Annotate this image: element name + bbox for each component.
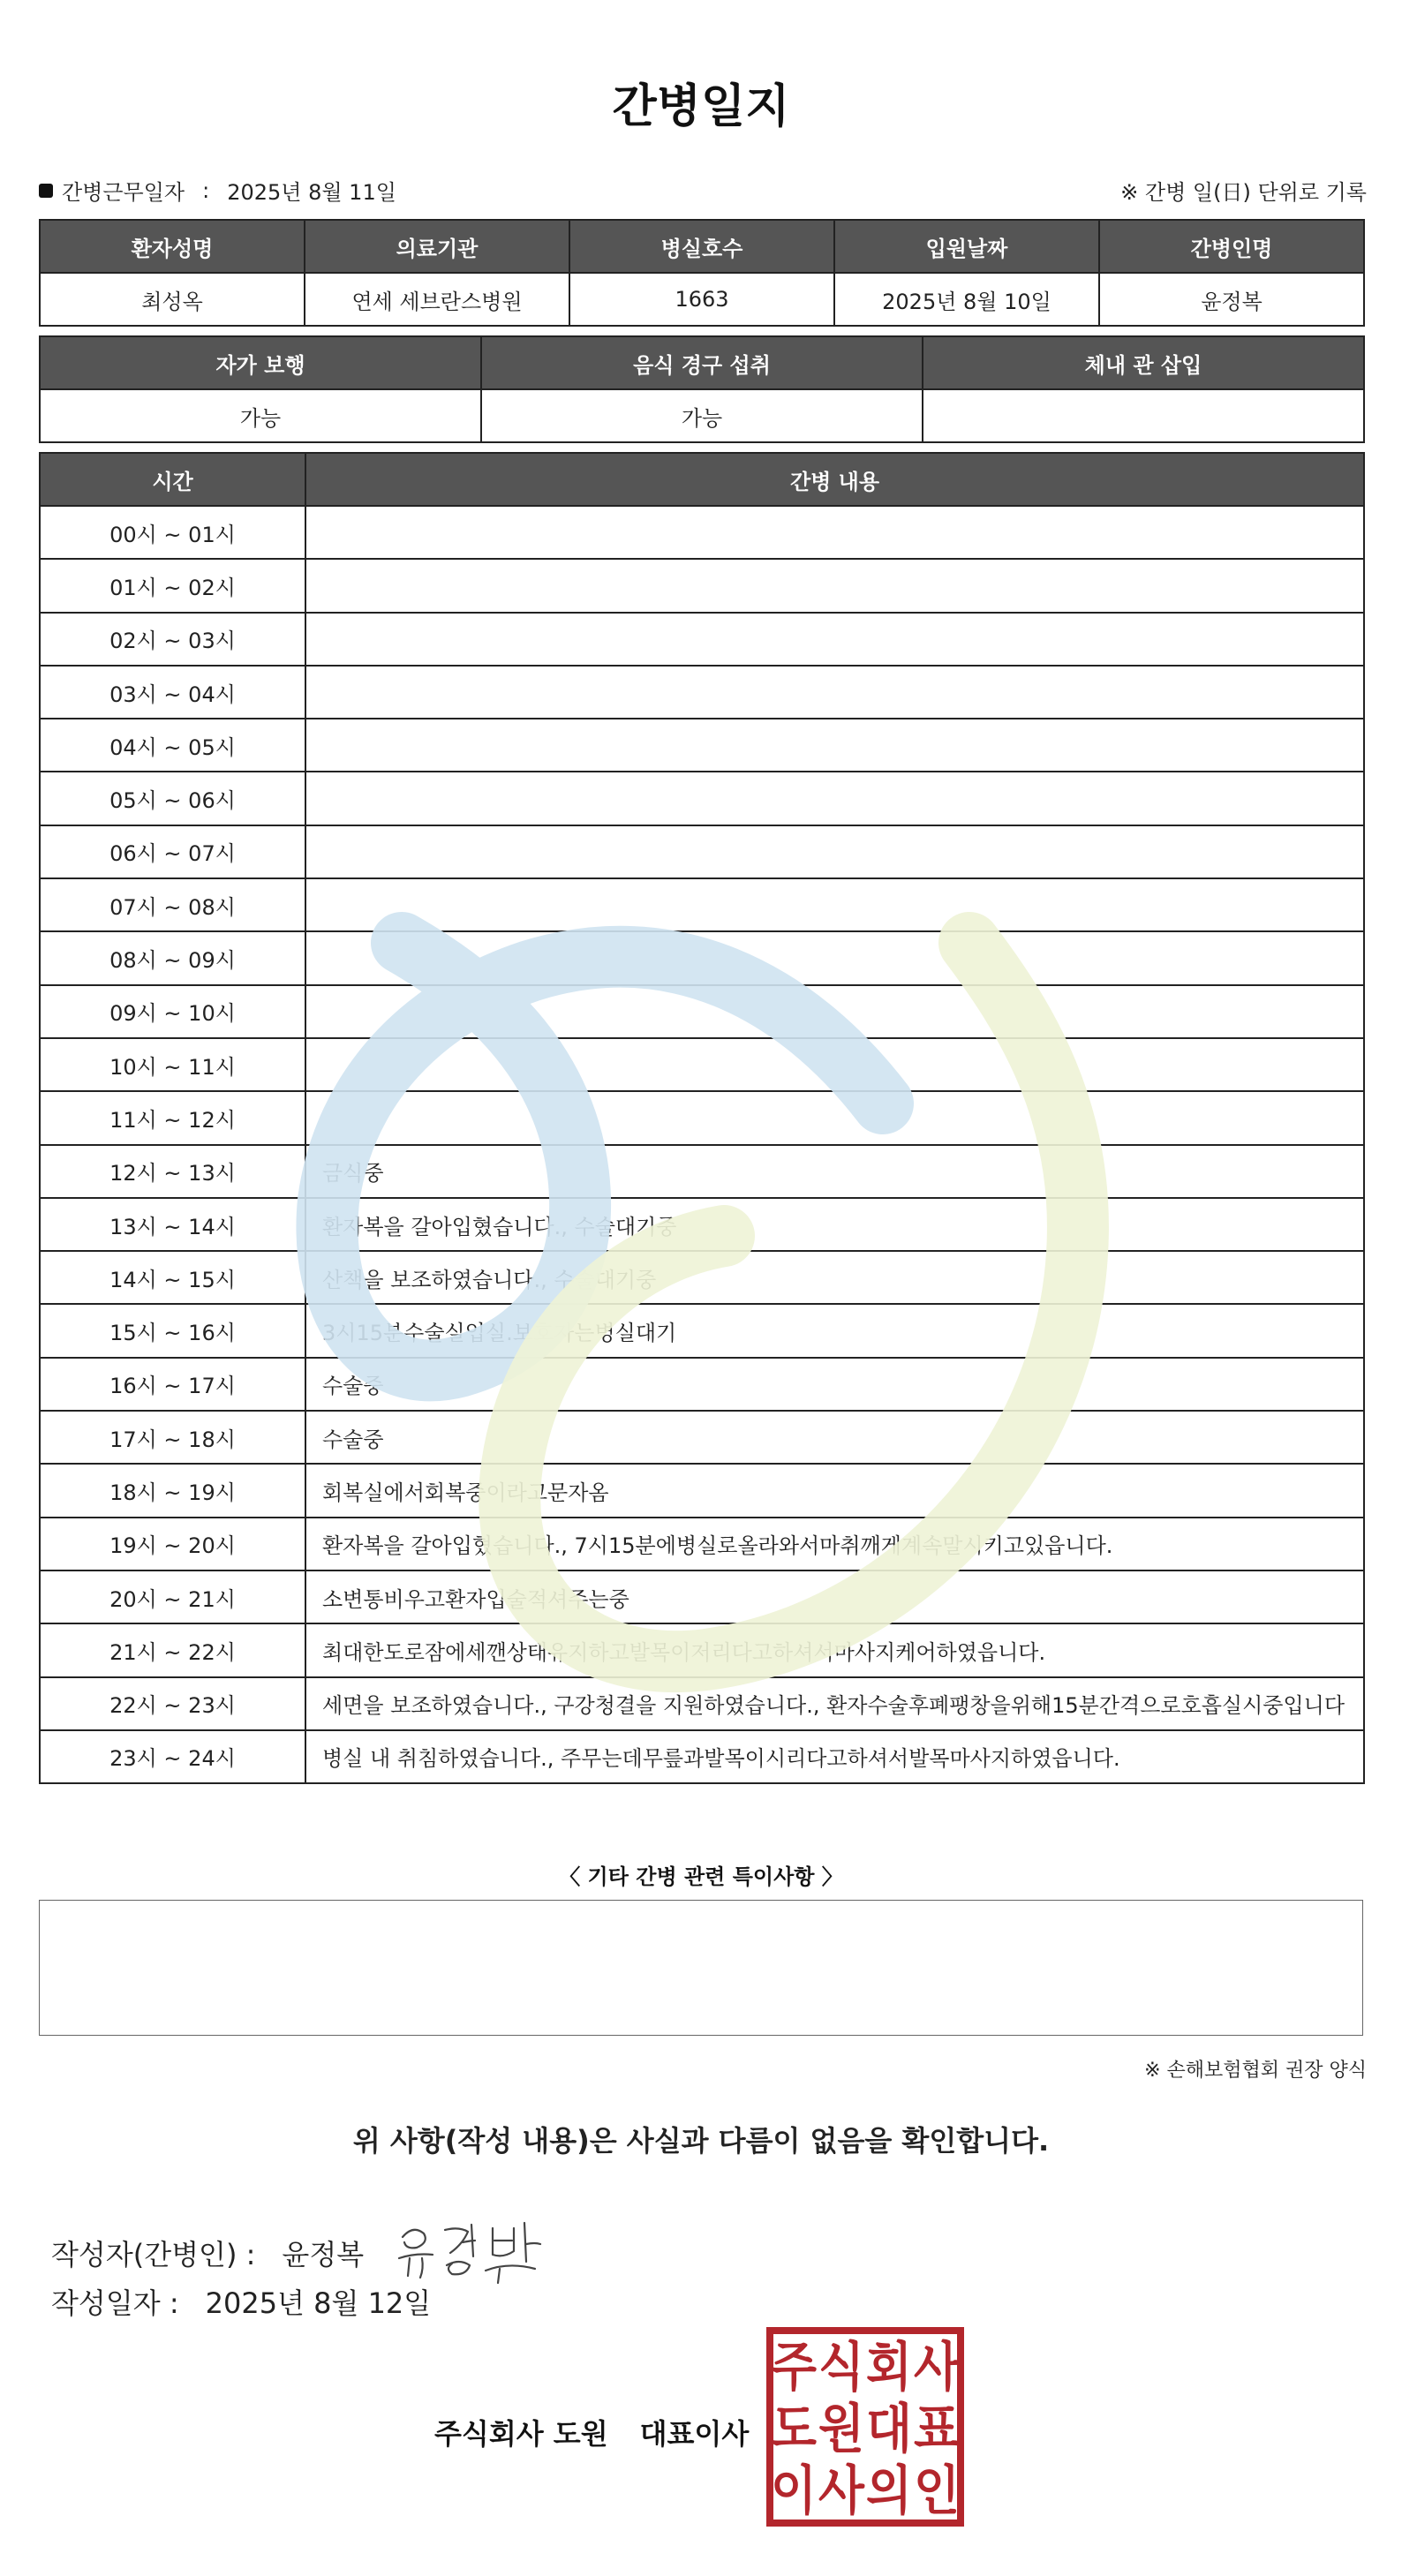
time-slot: 10시 ~ 11시 bbox=[40, 1038, 305, 1091]
patient-info-table bbox=[39, 219, 1365, 327]
time-slot: 07시 ~ 08시 bbox=[40, 878, 305, 931]
care-content bbox=[305, 719, 1364, 772]
care-content bbox=[305, 1038, 1364, 1091]
care-content bbox=[305, 772, 1364, 825]
care-log-table bbox=[39, 452, 1365, 1784]
seal-character: 회 bbox=[866, 2337, 912, 2399]
confirmation-statement: 위 사항(작성 내용)은 사실과 다름이 없음을 확인합니다. bbox=[352, 2124, 1050, 2158]
care-content: 환자복을 갈아입혔습니다., 수술대기중 bbox=[305, 1198, 1364, 1251]
table-row bbox=[40, 559, 1364, 612]
table-header-row bbox=[40, 336, 1364, 389]
table-row bbox=[40, 1464, 1364, 1517]
seal-character: 의 bbox=[866, 2460, 912, 2522]
writer-label: 작성자(간병인) : bbox=[51, 2238, 256, 2271]
time-slot: 00시 ~ 01시 bbox=[40, 506, 305, 559]
admission-date: 2025년 8월 10일 bbox=[834, 273, 1099, 326]
time-slot: 06시 ~ 07시 bbox=[40, 825, 305, 878]
time-slot: 09시 ~ 10시 bbox=[40, 985, 305, 1038]
time-slot: 15시 ~ 16시 bbox=[40, 1304, 305, 1357]
table-header-row bbox=[40, 453, 1364, 506]
care-content bbox=[305, 666, 1364, 719]
seal-character: 인 bbox=[914, 2460, 960, 2522]
written-date-line bbox=[51, 2281, 431, 2322]
care-content: 세면을 보조하였습니다., 구강청결을 지원하였습니다., 환자수술후폐팽창을위해15분간격으로호흡실시중입니다 bbox=[305, 1677, 1364, 1730]
time-slot: 18시 ~ 19시 bbox=[40, 1464, 305, 1517]
care-content: 환자복을 갈아입혔습니다., 7시15분에병실로올라와서마취깨게계속말시키고있읍니다. bbox=[305, 1518, 1364, 1570]
table-header-row bbox=[40, 220, 1364, 273]
oral-intake-status: 가능 bbox=[481, 389, 923, 442]
time-slot: 14시 ~ 15시 bbox=[40, 1251, 305, 1304]
seal-character: 원 bbox=[818, 2399, 864, 2460]
time-slot: 16시 ~ 17시 bbox=[40, 1358, 305, 1411]
handwritten-signature bbox=[394, 2218, 553, 2288]
table-row bbox=[40, 985, 1364, 1038]
care-content bbox=[305, 878, 1364, 931]
work-date-line bbox=[39, 175, 396, 206]
company-line bbox=[434, 2412, 749, 2452]
table-row bbox=[40, 772, 1364, 825]
time-slot: 22시 ~ 23시 bbox=[40, 1677, 305, 1730]
table-row bbox=[40, 273, 1364, 326]
care-content: 수술중 bbox=[305, 1358, 1364, 1411]
care-content: 3시15분수술실입실.보호자는병실대기 bbox=[305, 1304, 1364, 1357]
work-date-value: 2025년 8월 11일 bbox=[227, 180, 396, 205]
patient-status-table bbox=[39, 335, 1365, 443]
table-row bbox=[40, 1411, 1364, 1464]
care-content bbox=[305, 931, 1364, 984]
seal-character: 표 bbox=[914, 2399, 961, 2460]
work-date-label: 간병근무일자 bbox=[62, 180, 185, 205]
time-slot: 17시 ~ 18시 bbox=[40, 1411, 305, 1464]
time-slot: 20시 ~ 21시 bbox=[40, 1570, 305, 1623]
writer-line bbox=[51, 2218, 553, 2288]
care-content bbox=[305, 985, 1364, 1038]
header-cell: 음식 경구 섭취 bbox=[481, 336, 923, 389]
table-row bbox=[40, 1145, 1364, 1198]
table-row bbox=[40, 1091, 1364, 1144]
special-notes-box bbox=[39, 1900, 1363, 2036]
header-cell-content: 간병 내용 bbox=[305, 453, 1364, 506]
care-content bbox=[305, 1091, 1364, 1144]
care-content: 산책을 보조하였습니다., 수술대기중 bbox=[305, 1251, 1364, 1304]
table-row bbox=[40, 878, 1364, 931]
patient-name: 최성옥 bbox=[40, 273, 305, 326]
company-seal-stamp bbox=[766, 2327, 964, 2527]
time-slot: 21시 ~ 22시 bbox=[40, 1623, 305, 1676]
table-row bbox=[40, 1304, 1364, 1357]
header-cell: 의료기관 bbox=[305, 220, 569, 273]
care-content: 수술중 bbox=[305, 1411, 1364, 1464]
seal-character: 식 bbox=[818, 2337, 864, 2399]
table-row bbox=[40, 1518, 1364, 1570]
seal-character: 사 bbox=[818, 2460, 865, 2522]
written-date-value: 2025년 8월 12일 bbox=[205, 2286, 432, 2320]
seal-character: 도 bbox=[771, 2399, 818, 2460]
work-date-colon: : bbox=[202, 177, 210, 203]
bullet-square-icon bbox=[39, 184, 53, 198]
time-slot: 02시 ~ 03시 bbox=[40, 613, 305, 666]
time-slot: 13시 ~ 14시 bbox=[40, 1198, 305, 1251]
writer-name: 윤정복 bbox=[282, 2238, 365, 2271]
care-content bbox=[305, 506, 1364, 559]
header-cell: 체내 관 삽입 bbox=[923, 336, 1364, 389]
table-row bbox=[40, 506, 1364, 559]
seal-character: 대 bbox=[866, 2399, 912, 2460]
table-row bbox=[40, 1038, 1364, 1091]
table-row bbox=[40, 719, 1364, 772]
header-cell: 자가 보행 bbox=[40, 336, 481, 389]
document-title: 간병일지 bbox=[612, 80, 790, 133]
time-slot: 05시 ~ 06시 bbox=[40, 772, 305, 825]
seal-character: 사 bbox=[914, 2337, 961, 2399]
seal-character: 주 bbox=[771, 2337, 818, 2399]
recommended-form-note: ※ 손해보험협회 권장 양식 bbox=[1144, 2060, 1367, 2082]
care-content bbox=[305, 825, 1364, 878]
time-slot: 19시 ~ 20시 bbox=[40, 1518, 305, 1570]
table-row bbox=[40, 825, 1364, 878]
care-content bbox=[305, 559, 1364, 612]
time-slot: 11시 ~ 12시 bbox=[40, 1091, 305, 1144]
table-row bbox=[40, 1198, 1364, 1251]
tube-insertion-status bbox=[923, 389, 1364, 442]
table-row bbox=[40, 1677, 1364, 1730]
hospital-name: 연세 세브란스병원 bbox=[305, 273, 569, 326]
time-slot: 01시 ~ 02시 bbox=[40, 559, 305, 612]
time-slot: 23시 ~ 24시 bbox=[40, 1730, 305, 1783]
table-row bbox=[40, 1623, 1364, 1676]
header-cell: 환자성명 bbox=[40, 220, 305, 273]
table-row bbox=[40, 1570, 1364, 1623]
care-content: 최대한도로잠에세깬상태유지하고발목이저리다고하셔서마사지케어하였읍니다. bbox=[305, 1623, 1364, 1676]
table-row bbox=[40, 666, 1364, 719]
table-row bbox=[40, 931, 1364, 984]
time-slot: 04시 ~ 05시 bbox=[40, 719, 305, 772]
header-cell-time: 시간 bbox=[40, 453, 305, 506]
room-number: 1663 bbox=[569, 273, 834, 326]
header-cell: 입원날짜 bbox=[834, 220, 1099, 273]
company-name: 주식회사 도원 bbox=[434, 2417, 608, 2451]
table-row bbox=[40, 389, 1364, 442]
header-cell: 병실호수 bbox=[569, 220, 834, 273]
care-content: 금식중 bbox=[305, 1145, 1364, 1198]
self-walking-status: 가능 bbox=[40, 389, 481, 442]
care-content bbox=[305, 613, 1364, 666]
care-content: 소변통비우고환자입술적셔주는중 bbox=[305, 1570, 1364, 1623]
caregiver-name: 윤정복 bbox=[1099, 273, 1364, 326]
header-cell: 간병인명 bbox=[1099, 220, 1364, 273]
written-date-label: 작성일자 : bbox=[51, 2286, 179, 2320]
time-slot: 08시 ~ 09시 bbox=[40, 931, 305, 984]
table-row bbox=[40, 1251, 1364, 1304]
daily-record-note: ※ 간병 일(日) 단위로 기록 bbox=[1120, 180, 1367, 205]
representative-title: 대표이사 bbox=[639, 2417, 750, 2451]
care-content: 회복실에서회복중이라고문자옴 bbox=[305, 1464, 1364, 1517]
table-row bbox=[40, 1358, 1364, 1411]
time-slot: 12시 ~ 13시 bbox=[40, 1145, 305, 1198]
time-slot: 03시 ~ 04시 bbox=[40, 666, 305, 719]
table-row bbox=[40, 1730, 1364, 1783]
seal-character: 이 bbox=[771, 2460, 817, 2522]
table-row bbox=[40, 613, 1364, 666]
care-content: 병실 내 취침하였습니다., 주무는데무릎과발목이시리다고하셔서발목마사지하였읍니다. bbox=[305, 1730, 1364, 1783]
special-notes-title: 〈 기타 간병 관련 특이사항 〉 bbox=[559, 1864, 843, 1889]
